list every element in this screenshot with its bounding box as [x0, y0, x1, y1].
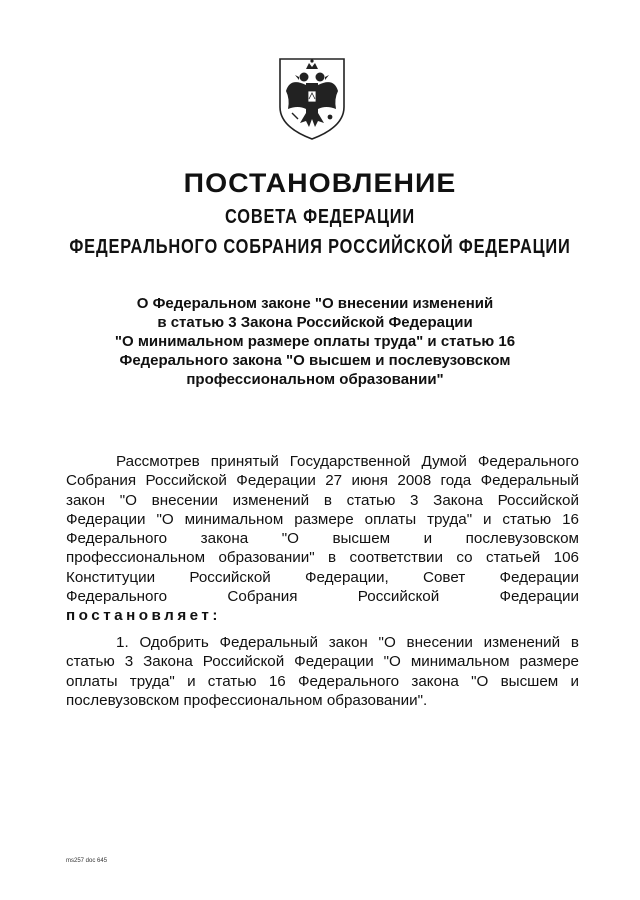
- paragraph-line: Федерального закона "О высшем и послевузовском: [66, 530, 579, 548]
- preamble-paragraph: [66, 452, 579, 626]
- paragraph-line: 1. Одобрить Федеральный закон "О внесении изменений в: [116, 634, 579, 651]
- document-title: ПОСТАНОВЛЕНИЕ: [183, 168, 457, 198]
- heading-line: Федерального закона "О высшем и послевузовском: [119, 352, 511, 369]
- paragraph-line: профессиональном образовании" в соответствии со статьей 106: [66, 549, 579, 567]
- paragraph-line: Собрания Российской Федерации 27 июня 2008 года Федеральный: [66, 472, 579, 490]
- paragraph-line: Федерального Собрания Российской Федерации: [66, 588, 579, 606]
- document-code: ms257 doc 645: [66, 858, 108, 864]
- resolves-keyword: постановляет:: [66, 607, 221, 625]
- paragraph-line: статью 3 Закона Российской Федерации "О минимальном размере: [66, 653, 579, 671]
- paragraph-line: Федерации "О минимальном размере оплаты труда" и статью 16: [66, 510, 579, 528]
- paragraph-line: послевузовском профессиональном образовании".: [66, 691, 428, 709]
- resolution-item-1: [66, 633, 579, 710]
- heading-line: О Федеральном законе "О внесении изменений: [136, 295, 494, 312]
- heading-line: профессиональном образовании": [186, 371, 444, 388]
- paragraph-line: закон "О внесении изменений в статью 3 Закона Российской: [66, 491, 579, 509]
- heading-line: в статью 3 Закона Российской Федерации: [157, 314, 473, 331]
- paragraph-line: Рассмотрев принятый Государственной Думой Федерального: [116, 453, 579, 470]
- heading-line: "О минимальном размере оплаты труда" и статью 16: [114, 333, 516, 350]
- paragraph-line: оплаты труда" и статью 16 Федерального закона "О высшем и: [66, 672, 579, 690]
- paragraph-line: Конституции Российской Федерации, Совет Федерации: [66, 568, 579, 586]
- issuer-line-1: СОВЕТА ФЕДЕРАЦИИ: [225, 206, 415, 228]
- issuer-line-2: ФЕДЕРАЛЬНОГО СОБРАНИЯ РОССИЙСКОЙ ФЕДЕРАЦИИ: [69, 236, 571, 258]
- resolution-subject-heading: [90, 294, 540, 389]
- coat-of-arms-emblem: [276, 55, 348, 143]
